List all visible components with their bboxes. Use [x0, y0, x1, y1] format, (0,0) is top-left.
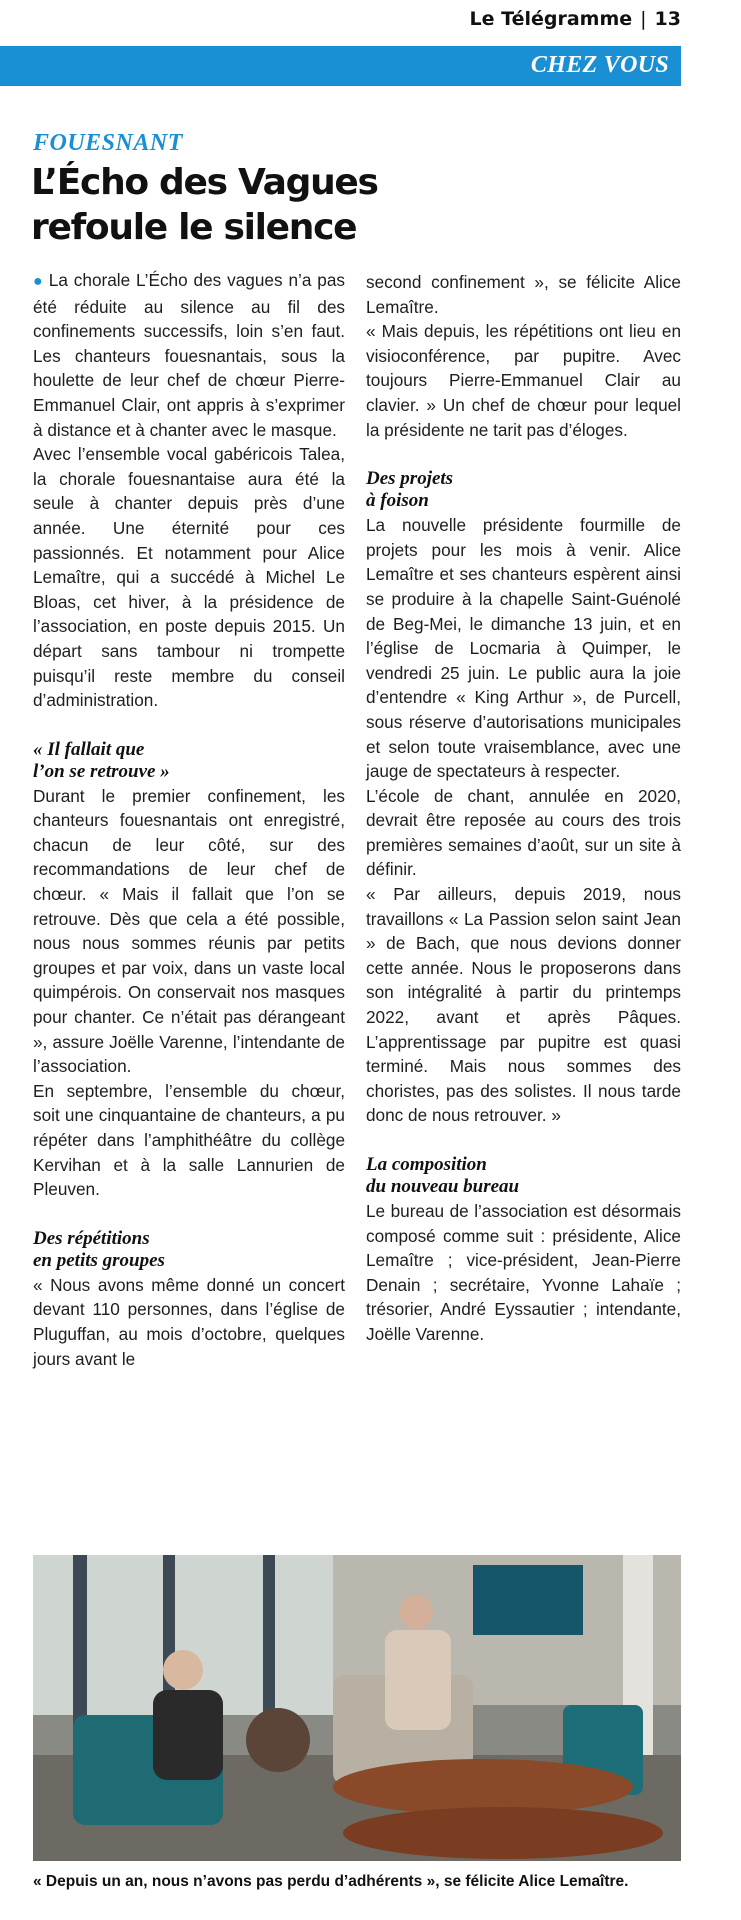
paragraph: « Mais depuis, les répétitions ont lieu en visioconférence, par pupitre. Avec toujours Pierre-Emmanuel Clair au clavier. » Un chef de chœur pour lequel la présidente ne tarit pas d’éloges.: [366, 321, 681, 440]
paragraph-text: La chorale L’Écho des vagues n’a pas été réduite au silence au fil des confinements successifs, loin s’en faut. Les chanteurs fouesnantais, sous la houlette de leur chef de chœur Pierre-Emmanuel Clair, ont appris à s’exprimer à distance et à chanter avec le masque.: [33, 270, 345, 440]
subheading: [33, 739, 345, 783]
subheading-line: du nouveau bureau: [366, 1176, 520, 1197]
subheading: [33, 1228, 345, 1272]
photo-window-mullion: [73, 1555, 87, 1735]
subheading-line: l’on se retrouve »: [33, 760, 170, 782]
newspaper-name: Le Télégramme: [469, 8, 633, 30]
left-column: [33, 268, 345, 1371]
photo-table: [343, 1807, 663, 1859]
article-photo: [33, 1555, 681, 1861]
bullet-dot-icon: ●: [33, 273, 44, 290]
photo-person-head: [399, 1595, 433, 1629]
subheading-line: en petits groupes: [33, 1249, 165, 1271]
subheading-line: La composition: [366, 1154, 487, 1175]
paragraph: Durant le premier confinement, les chanteurs fouesnantais ont enregistré, chacun de leur côté, sur des recommandations de leur chef de chœur. « Mais il fallait que l’on se retrouve. Dès que cela a été possible, nous nous sommes réunis par petits groupes et par voix, dans un vaste local quimpérois. On conservait nos masques pour chanter. Ce n’était pas dérangeant », assure Joëlle Varenne, l’intendante de l’association.: [33, 785, 345, 1077]
photo-person-head: [163, 1650, 203, 1690]
paragraph: « Nous avons même donné un concert devant 110 personnes, dans l’église de Pluguffan, au mois d’octobre, quelques jours avant le: [33, 1274, 345, 1369]
subheading-line: Des projets: [366, 468, 454, 490]
subheading: [366, 1154, 681, 1198]
headline-line-2: refoule le silence: [31, 207, 357, 248]
paragraph: En septembre, l’ensemble du chœur, soit une cinquantaine de chanteurs, a pu répéter dans l’amphithéâtre du collège Kervihan et à la salle Lannurien de Pleuven.: [33, 1080, 345, 1200]
paragraph: La nouvelle présidente fourmille de projets pour les mois à venir. Alice Lemaître et ses chanteurs espèrent ainsi se produire à la chapelle Saint-Guénolé de Beg-Mei, le dimanche 13 juin, et en l’église de Locmaria à Quimper, le vendredi 25 juin. Le public aura la joie d’entendre « King Arthur », de Purcell, sous réserve d’autorisations municipales et selon toute vraisemblance, avec une jauge de spectateurs à respecter.: [366, 515, 681, 782]
paragraph: [33, 268, 345, 442]
subheading-line: « Il fallait que: [33, 738, 145, 760]
photo-person-body: [385, 1630, 451, 1730]
article-kicker: FOUESNANT: [33, 130, 183, 156]
paragraph: « Par ailleurs, depuis 2019, nous travaillons « La Passion selon saint Jean » de Bach, que nous devions donner cette année. Nous le proposerons dans son intégralité à partir du printemps 2022, avant et après Pâques. L’apprentissage par pupitre est quasi terminé. Mais nous sommes des choristes, pas des solistes. Il nous tarde donc de nous retrouver. »: [366, 884, 681, 1126]
page-number: 13: [654, 8, 681, 30]
headline-line-1: L’Écho des Vagues: [31, 162, 378, 203]
paragraph: second confinement », se félicite Alice Lemaître.: [366, 272, 681, 317]
paragraph: Le bureau de l’association est désormais composé comme suit : présidente, Alice Lemaître ; vice-président, Jean-Pierre Denain ; secrétaire, Yvonne Lahaïe ; trésorier, André Eyssautier ; intendante, Joëlle Varenne.: [366, 1201, 681, 1344]
subheading: [366, 468, 681, 512]
article-headline: [31, 160, 378, 250]
subheading-line: à foison: [366, 490, 429, 512]
section-label: CHEZ VOUS: [530, 52, 669, 78]
photo-ball: [246, 1708, 310, 1772]
photo-painting: [473, 1565, 583, 1635]
photo-person-body: [153, 1690, 223, 1780]
paragraph: Avec l’ensemble vocal gabéricois Talea, la chorale fouesnantaise aura été la seule à chanter depuis près d’une année. Une éternité pour ces passionnés. Et notamment pour Alice Lemaître, qui a succédé à Michel Le Bloas, cet hiver, à la présidence de l’association, en poste depuis 2015. Un départ sans tambour ni trompette puisqu’il reste membre du conseil d’administration.: [33, 444, 345, 711]
subheading-line: Des répétitions: [33, 1227, 150, 1249]
section-band: [0, 46, 681, 86]
photo-caption: « Depuis un an, nous n’avons pas perdu d’adhérents », se félicite Alice Lemaître.: [33, 1873, 629, 1890]
right-column: [366, 270, 681, 1347]
masthead-separator: |: [640, 8, 647, 30]
masthead: [470, 8, 681, 30]
paragraph: L’école de chant, annulée en 2020, devrait être reposée au cours des trois premières semaines d’août, sur un site à définir.: [366, 785, 681, 880]
photo-table: [333, 1759, 633, 1815]
